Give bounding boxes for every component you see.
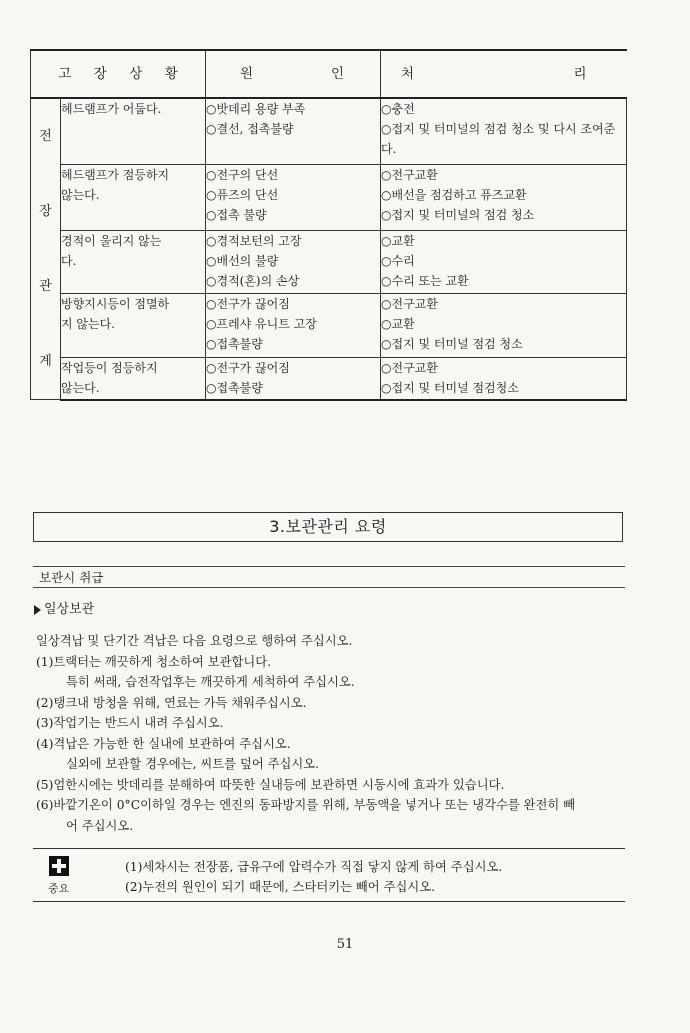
table-header-row	[31, 50, 627, 98]
symptom-cell	[61, 357, 206, 399]
action-cell	[381, 98, 627, 164]
action-text: ○전구교환	[381, 167, 438, 182]
trouble-table	[30, 49, 627, 401]
cross-icon	[49, 856, 69, 876]
header-action-char: 처	[401, 66, 415, 82]
cause-text: ○접촉불량	[206, 380, 263, 395]
header-status	[31, 50, 206, 98]
instruction-item: (4)격납은 가능한 한 실내에 보관하여 주십시오.	[36, 736, 291, 751]
cause-text: ○결선, 접촉불량	[206, 122, 294, 136]
table-row	[31, 294, 627, 358]
instruction-item: (3)작업기는 반드시 내려 주십시오.	[36, 716, 224, 730]
important-notice	[33, 848, 625, 902]
header-action-char: 리	[573, 66, 587, 82]
symptom-text: 작업등이 점등하지	[61, 360, 158, 375]
action-text: ○전구교환	[381, 297, 438, 312]
symptom-text: 다.	[61, 253, 77, 268]
category-char: 계	[39, 353, 52, 369]
symptom-cell	[61, 98, 206, 164]
action-text: ○접지 및 터미널의 점검 청소	[381, 207, 535, 222]
symptom-text: 지 않는다.	[61, 317, 115, 332]
cause-cell	[206, 230, 381, 294]
symptom-cell	[61, 294, 206, 358]
cause-text: ○접촉 불량	[206, 207, 267, 222]
header-status-char: 고	[58, 66, 72, 82]
cause-cell	[206, 294, 381, 358]
category-char: 관	[39, 278, 52, 294]
symptom-text: 경적이 울리지 않는	[61, 233, 162, 248]
instruction-subitem: 어 주십시오.	[66, 818, 134, 833]
triangle-bullet-icon	[34, 605, 41, 615]
cause-cell	[206, 98, 381, 164]
table-row	[31, 164, 627, 230]
symptom-text: 방향지시등이 점멸하	[61, 297, 170, 312]
instruction-item: (2)탱크내 방청을 위해, 연료는 가득 채워주십시오.	[36, 695, 307, 710]
header-cause-char: 원	[240, 66, 254, 82]
symptom-text: 않는다.	[61, 380, 100, 395]
subheading: 보관시 취급	[33, 566, 625, 588]
table-row	[31, 98, 627, 164]
cause-text: ○밧데리 용량 부족	[206, 102, 306, 116]
cause-text: ○접촉불량	[206, 337, 263, 352]
symptom-text: 헤드램프가 어둡다.	[61, 102, 162, 116]
cause-text: ○전구의 단선	[206, 167, 279, 182]
instruction-subitem: 실외에 보관할 경우에는, 씨트를 덮어 주십시오.	[66, 757, 320, 771]
bullet-heading	[34, 601, 94, 619]
action-text: ○전구교환	[381, 360, 438, 375]
header-status-char: 장	[93, 66, 107, 82]
header-action	[381, 50, 627, 98]
notice-item: (1)세차시는 전장품, 급유구에 압력수가 직접 닿지 않게 하여 주십시오.	[125, 860, 503, 874]
action-cell	[381, 294, 627, 358]
symptom-text: 않는다.	[61, 187, 100, 202]
action-cell	[381, 357, 627, 399]
bullet-heading-text: 일상보관	[44, 602, 95, 617]
action-text: ○배선을 점검하고 퓨즈교환	[381, 187, 527, 202]
page-number: 51	[336, 937, 354, 952]
notice-label: 중요	[48, 882, 70, 895]
intro-text: 일상격납 및 단기간 격납은 다음 요령으로 행하여 주십시오.	[36, 634, 353, 648]
category-char: 전	[39, 128, 52, 144]
table-row	[31, 357, 627, 399]
cause-text: ○경적(혼)의 손상	[206, 273, 300, 288]
action-cell	[381, 230, 627, 294]
action-text: ○접지 및 터미널 점검 청소	[381, 337, 523, 352]
instruction-item: (1)트랙터는 깨끗하게 청소하여 보관합니다.	[36, 654, 271, 669]
instruction-item: (5)엄한시에는 밧데리를 분해하여 따뜻한 실내등에 보관하면 시동시에 효과가 있습니다.	[36, 777, 505, 792]
cause-text: ○경적보턴의 고장	[206, 233, 302, 248]
action-text: ○수리 또는 교환	[381, 273, 469, 288]
header-status-char: 상	[129, 66, 143, 82]
action-text: ○교환	[381, 233, 415, 248]
cause-text: ○전구가 끊어짐	[206, 297, 290, 312]
storage-instructions	[36, 631, 636, 836]
notice-list	[125, 857, 502, 897]
cause-cell	[206, 357, 381, 399]
symptom-cell	[61, 164, 206, 230]
action-text: ○접지 및 터미널 점검청소	[381, 380, 519, 395]
symptom-cell	[61, 230, 206, 294]
header-cause-char: 인	[330, 66, 344, 82]
action-text: ○수리	[381, 253, 415, 268]
table-row	[31, 230, 627, 294]
header-status-char: 황	[164, 66, 178, 82]
cause-text: ○배선의 불량	[206, 253, 279, 268]
cause-text: ○프레샤 유니트 고장	[206, 317, 317, 332]
symptom-text: 헤드램프가 점등하지	[61, 167, 170, 182]
instruction-subitem: 특히 써래, 습전작업후는 깨끗하게 세척하여 주십시오.	[66, 675, 355, 689]
action-text: ○접지 및 터미널의 점검 청소 및 다시 조여준다.	[381, 122, 616, 156]
notice-item: (2)누전의 원인이 되기 때문에, 스타터키는 빼어 주십시오.	[125, 880, 436, 894]
action-text: ○충전	[381, 102, 415, 116]
header-cause	[206, 50, 381, 98]
action-text: ○교환	[381, 317, 415, 332]
category-cell	[31, 98, 61, 400]
instruction-item: (6)바깥기온이 0°C이하일 경우는 엔진의 동파방지를 위해, 부동액을 넣거나 또는 냉각수를 완전히 빼	[36, 798, 576, 812]
cause-text: ○퓨즈의 단선	[206, 187, 279, 202]
cause-text: ○전구가 끊어짐	[206, 360, 290, 375]
category-char: 장	[39, 203, 52, 219]
action-cell	[381, 164, 627, 230]
section-title: 3.보관관리 요령	[33, 512, 623, 542]
cause-cell	[206, 164, 381, 230]
